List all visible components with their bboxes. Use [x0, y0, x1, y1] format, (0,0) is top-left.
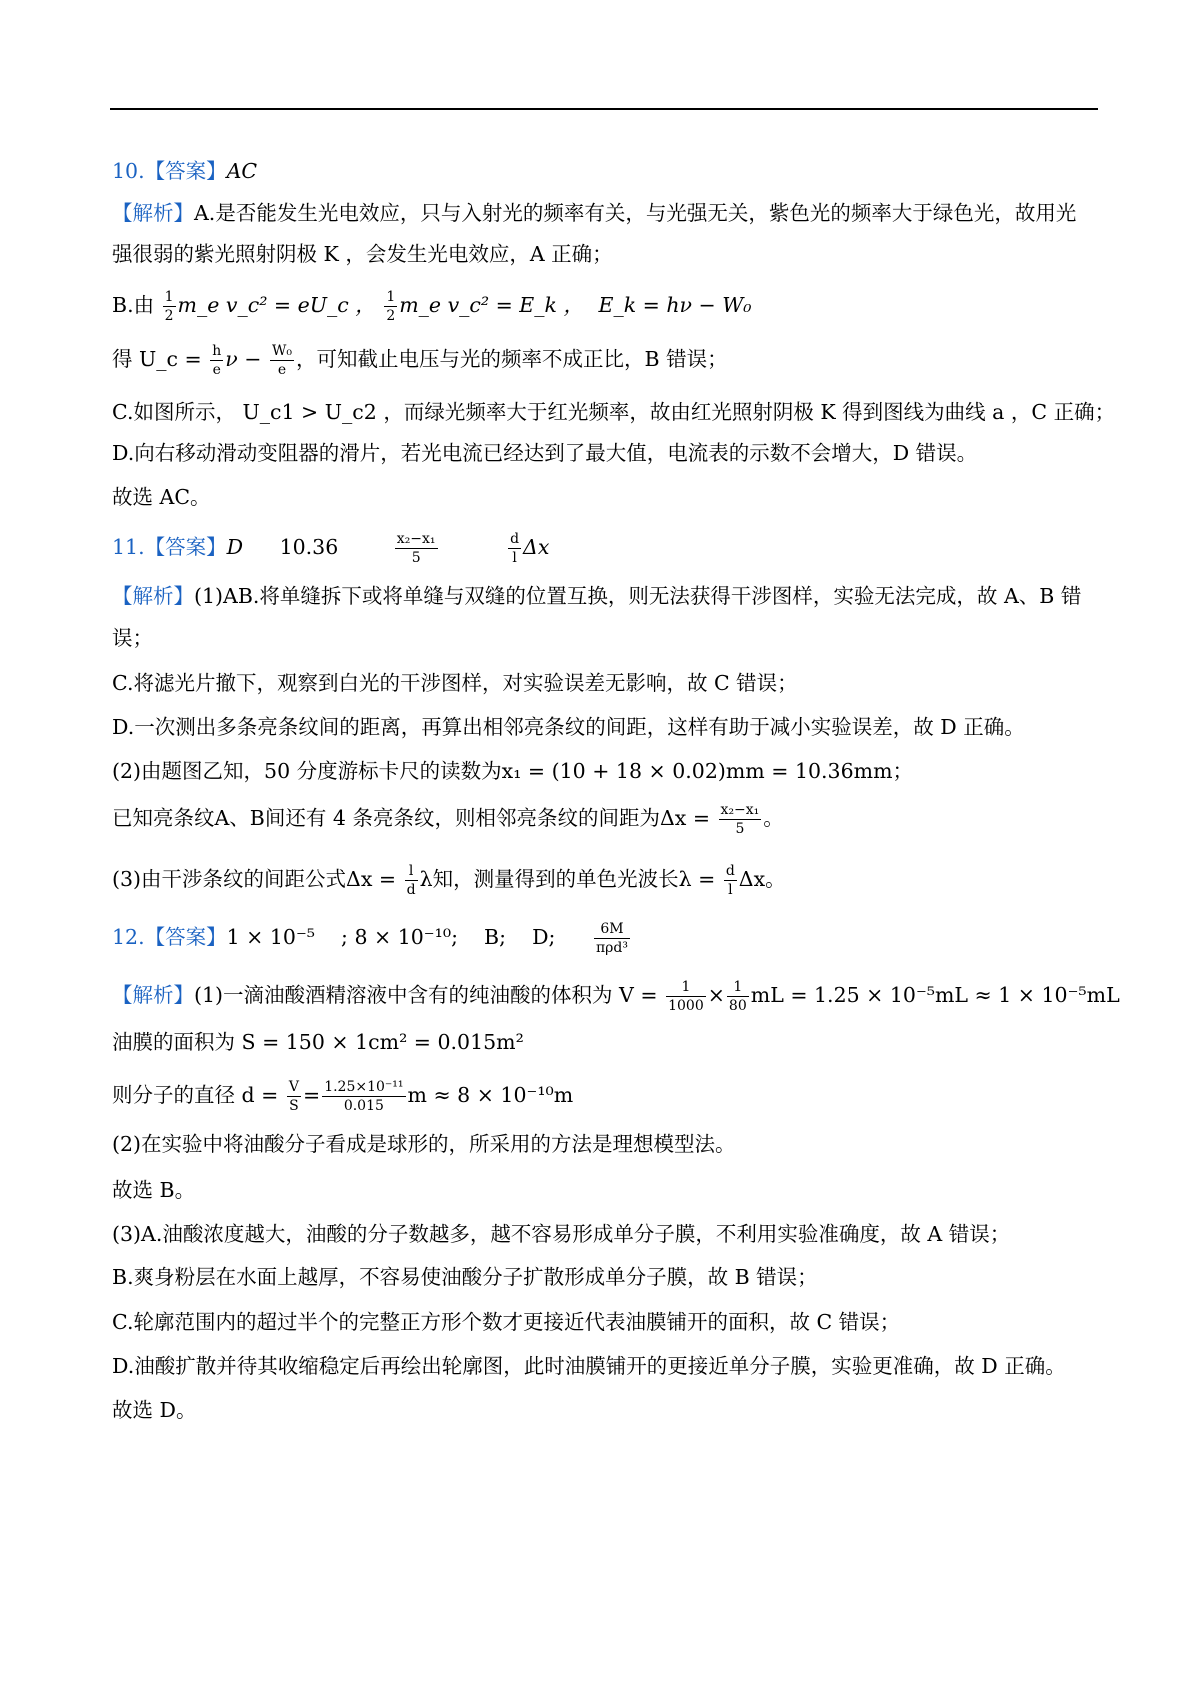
q12-l6: (3)A.油酸浓度越大，油酸的分子数越多，越不容易形成单分子膜，不利用实验准确度，故 A 错误；: [112, 1222, 1011, 1246]
q11-answer-line: [112, 532, 549, 565]
q12-l10: 故选 D。: [112, 1398, 197, 1422]
q12-l3: 则分子的直径 d = $\frac{V}{S}$ = $\frac{\text{1.25×10⁻¹¹}}{0.015}$ m ≈ 8 × 10⁻¹⁰m: [112, 1079, 574, 1114]
q11-l7-fraction2: $\frac{d}{l}$: [725, 863, 735, 898]
q11-answer4-tail: Δx: [523, 535, 550, 559]
q11-l7: (3)由干涉条纹的间距公式Δx = $\frac{l}{d}$ λ知，测量得到的单色光波长λ = $\frac{d}{l}$ Δx。: [112, 863, 786, 898]
q11-l6-prefix: 已知亮条纹A、B间还有 4 条亮条纹，则相邻亮条纹的间距为Δx =: [112, 806, 711, 830]
q12-l7: B.爽身粉层在水面上越厚，不容易使油酸分子扩散形成单分子膜，故 B 错误；: [112, 1265, 818, 1289]
q11-answer1: D: [226, 535, 244, 559]
q10-a-line2: 强很弱的紫光照射阴极 K ，会发生光电效应，A 正确；: [112, 242, 613, 266]
q12-answers: 1 × 10⁻⁵ ; 8 × 10⁻¹⁰; B; D;: [226, 925, 556, 949]
q11-l1: (1)AB.将单缝拆下或将单缝与双缝的位置互换，则无法获得干涉图样，实验无法完成，故 A、B 错: [194, 584, 1082, 608]
fraction-half: $\frac{1}{2}$: [386, 289, 396, 324]
q11-l3: C.将滤光片撤下，观察到白光的干涉图样，对实验误差无影响，故 C 错误；: [112, 671, 798, 695]
q10-b-line: [112, 290, 752, 323]
q11-l6: 已知亮条纹A、B间还有 4 条亮条纹，则相邻亮条纹的间距为Δx = $\frac{\text{x₂−x₁}}{5}$ 。: [112, 802, 784, 837]
q12-analysis-label: 【解析】: [112, 983, 194, 1007]
q10-c-prefix: 得 U_c =: [112, 347, 202, 371]
q12-l5: 故选 B。: [112, 1178, 196, 1202]
q12-fraction-value: $\frac{\text{1.25×10⁻¹¹}}{0.015}$: [324, 1079, 404, 1114]
q11-l7-prefix: (3)由干涉条纹的间距公式Δx =: [112, 867, 397, 891]
q11-number: 11.: [112, 535, 145, 559]
q10-b-eq1: m_e v_c² = eU_c ，: [177, 293, 376, 317]
q10-c-mid: ν −: [225, 347, 262, 371]
q10-choose: 故选 AC。: [112, 485, 211, 509]
q11-answer2: 10.36: [279, 535, 339, 559]
q11-answer-label: 【答案】: [144, 535, 227, 559]
q12-l4: (2)在实验中将油酸分子看成是球形的，所采用的方法是理想模型法。: [112, 1132, 736, 1156]
q10-analysis-label: 【解析】: [112, 201, 194, 225]
q10-b-prefix: B.由: [112, 293, 155, 317]
q12-l9: D.油酸扩散并待其收缩稳定后再绘出轮廓图，此时油膜铺开的更接近单分子膜，实验更准确，故 D 正确。: [112, 1354, 1066, 1378]
q12-answer5-fraction: $\frac{6M}{\text{πρd³}}$: [595, 921, 628, 956]
q11-l4: D.一次测出多条亮条纹间的距离，再算出相邻亮条纹的间距，这样有助于减小实验误差，故 D 正确。: [112, 715, 1025, 739]
q12-l8: C.轮廓范围内的超过半个的完整正方形个数才更接近代表油膜铺开的面积，故 C 错误；: [112, 1310, 901, 1334]
q11-answer3-fraction: $\frac{\text{x₂−x₁}}{5}$: [396, 531, 436, 566]
q10-b-eq2: m_e v_c² = E_k ，: [399, 293, 584, 317]
q10-c-line: C.如图所示， U_c1 > U_c2 ，而绿光频率大于红光频率，故由红光照射阴极 K 得到图线为曲线 a ，C 正确；: [112, 400, 1116, 424]
q12-answer-line: [112, 922, 632, 955]
q10-a-line1: A.是否能发生光电效应，只与入射光的频率有关，与光强无关，紫色光的频率大于绿色光，故用光: [194, 201, 1077, 225]
q12-fraction-1-80: $\frac{1}{80}$: [728, 979, 747, 1014]
q12-fraction-v-over-s: $\frac{V}{S}$: [288, 1079, 299, 1114]
q11-answer4-fraction: $\frac{d}{l}$: [510, 531, 520, 566]
q12-answer-label: 【答案】: [144, 925, 227, 949]
header-rule: [110, 108, 1098, 110]
fraction-half: $\frac{1}{2}$: [164, 289, 174, 324]
q11-l5: (2)由题图乙知，50 分度游标卡尺的读数为x₁ = (10 + 18 × 0.02)mm = 10.36mm；: [112, 759, 914, 783]
fraction-h-over-e: $\frac{h}{e}$: [212, 343, 222, 378]
q10-d-line: D.向右移动滑动变阻器的滑片，若光电流已经达到了最大值，电流表的示数不会增大，D 错误。: [112, 441, 978, 465]
q11-analysis-label: 【解析】: [112, 584, 194, 608]
q10-analysis-line1: [112, 199, 1076, 227]
q12-number: 12.: [112, 925, 145, 949]
q10-c-suffix: ，可知截止电压与光的频率不成正比，B 错误；: [295, 347, 728, 371]
fraction-w0-over-e: $\frac{\text{W₀}}{e}$: [271, 343, 292, 378]
q10-number: 10.: [112, 159, 145, 183]
q10-answer-line: [112, 157, 257, 185]
q11-analysis-line1: [112, 582, 1081, 610]
q10-b-eq3: E_k = hν − W₀: [598, 293, 752, 317]
q12-analysis-line1: 【解析】(1)一滴油酸酒精溶液中含有的纯油酸的体积为 V = $\frac{1}{1000}$ × $\frac{1}{80}$ mL = 1.25 × 10⁻⁵mL ≈ 1 × 10⁻⁵mL: [112, 979, 1120, 1014]
q10-c-formula-line: [112, 344, 728, 377]
q12-l2: 油膜的面积为 S = 150 × 1cm² = 0.015m²: [112, 1030, 524, 1054]
q10-answer-label: 【答案】: [144, 159, 227, 183]
q10-answer: AC: [226, 159, 258, 183]
q12-fraction-1-1000: $\frac{1}{1000}$: [668, 979, 704, 1014]
q11-l7-fraction1: $\frac{l}{d}$: [406, 863, 416, 898]
q11-l2: 误；: [112, 626, 153, 650]
q11-l6-fraction: $\frac{\text{x₂−x₁}}{5}$: [720, 802, 760, 837]
